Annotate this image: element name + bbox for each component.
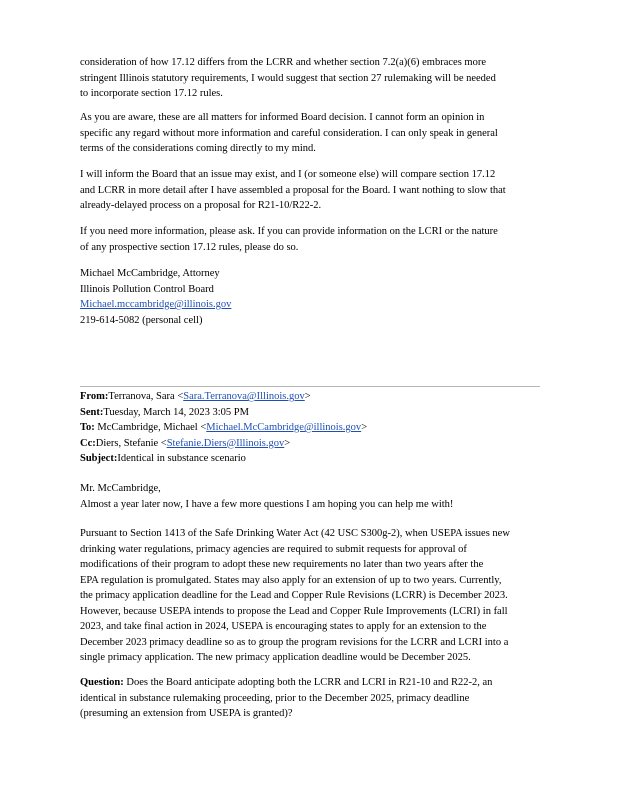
text-line: single primacy application. The new primacy application deadline would be December 2025.	[80, 652, 471, 663]
to-name: McCambridge, Michael <	[97, 422, 207, 433]
text-line: If you need more information, please ask. If you can provide information on the LCRI or the nature	[80, 226, 498, 237]
text-line: and LCRR in more detail after I have assembled a proposal for the Board. I want nothing to slow that	[80, 184, 506, 196]
text-line: 2023, and take final action in 2024, USEPA is encouraging states to apply for an extension to the	[80, 621, 487, 632]
question-label: Question:	[80, 677, 124, 688]
text-line: of any prospective section 17.12 rules, please do so.	[80, 241, 299, 253]
signature-block	[80, 266, 542, 328]
to-label: To:	[80, 422, 95, 433]
paragraph-inform-board	[80, 167, 542, 214]
paragraph-sdwa-primacy	[80, 526, 542, 666]
paragraph-extension-section-27	[80, 55, 542, 102]
question-line: identical in substance rulemaking proceeding, prior to the December 2025, primacy deadline	[80, 692, 470, 704]
text-line: drinking water regulations, primacy agencies are required to submit requests for approval of	[80, 543, 467, 555]
text-line: already-delayed process on a proposal for R21-10/R22-2.	[80, 200, 322, 211]
subject-label: Subject:	[80, 453, 118, 464]
question-line: (presuming an extension from USEPA is granted)?	[80, 708, 293, 719]
subject-row	[80, 451, 542, 467]
to-row	[80, 420, 542, 436]
cc-email-link[interactable]: Stefanie.Diers@Illinois.gov	[166, 437, 285, 449]
text-line: to incorporate section 17.12 rules.	[80, 88, 223, 99]
cc-row	[80, 436, 542, 452]
paragraph-more-info	[80, 224, 542, 255]
signature-name: Michael McCambridge, Attorney	[80, 268, 220, 279]
cc-end: >	[284, 437, 291, 449]
text-line: However, because USEPA intends to propose the Lead and Copper Rule Improvements (LCRI) in fall	[80, 605, 508, 617]
question-line	[80, 675, 542, 691]
text-line: specific any regard without more information and careful consideration. I can only speak in general	[80, 127, 498, 139]
email-header	[80, 389, 542, 467]
email-divider	[80, 386, 540, 387]
text-line: Pursuant to Section 1413 of the Safe Drinking Water Act (42 USC S300g-2), when USEPA issues new	[80, 528, 510, 539]
greeting-line: Almost a year later now, I have a few more questions I am hoping you can help me with!	[80, 498, 454, 510]
from-email-link[interactable]: Sara.Terranova@Illinois.gov	[183, 391, 305, 402]
text-line: consideration of how 17.12 differs from the LCRR and whether section 7.2(a)(6) embraces more	[80, 57, 486, 68]
question-text: Does the Board anticipate adopting both the LCRR and LCRI in R21-10 and R22-2, an	[123, 677, 493, 688]
text-line: terms of the considerations coming directly to my mind.	[80, 143, 316, 154]
text-line: the primacy application deadline for the Lead and Copper Rule Revisions (LCRR) is December 2023.	[80, 590, 508, 601]
text-line: stringent Illinois statutory requirements, I would suggest that section 27 rulemaking will be needed	[80, 72, 496, 84]
greeting-line: Mr. McCambridge,	[80, 483, 161, 494]
from-end: >	[304, 391, 311, 402]
subject-value: Identical in substance scenario	[117, 453, 246, 464]
cc-label: Cc:	[80, 437, 96, 449]
text-line: modifications of their program to adopt these new requirements no later than two years after the	[80, 559, 484, 570]
to-email-link[interactable]: Michael.McCambridge@illinois.gov	[206, 422, 362, 433]
sent-row	[80, 405, 542, 421]
to-end: >	[361, 422, 368, 433]
from-name: Terranova, Sara <	[108, 391, 184, 402]
greeting	[80, 481, 542, 512]
text-line: As you are aware, these are all matters for informed Board decision. I cannot form an opinion in	[80, 112, 485, 123]
signature-email-link[interactable]: Michael.mccambridge@illinois.gov	[80, 299, 232, 310]
paragraph-board-decision	[80, 110, 542, 157]
from-row	[80, 389, 542, 405]
sent-label: Sent:	[80, 406, 104, 418]
text-line: EPA regulation is promulgated. States may also apply for an extension of up to two years. Currently,	[80, 574, 502, 586]
question-paragraph	[80, 675, 542, 722]
cc-name: Diers, Stefanie <	[95, 437, 167, 449]
signature-phone: 219-614-5082 (personal cell)	[80, 314, 203, 326]
text-line: December 2023 primacy deadline so as to group the program revisions for the LCRR and LCRI into a	[80, 636, 509, 648]
signature-org: Illinois Pollution Control Board	[80, 283, 214, 295]
from-label: From:	[80, 391, 109, 402]
sent-value: Tuesday, March 14, 2023 3:05 PM	[103, 406, 249, 418]
text-line: I will inform the Board that an issue may exist, and I (or someone else) will compare section 17.12	[80, 169, 496, 180]
